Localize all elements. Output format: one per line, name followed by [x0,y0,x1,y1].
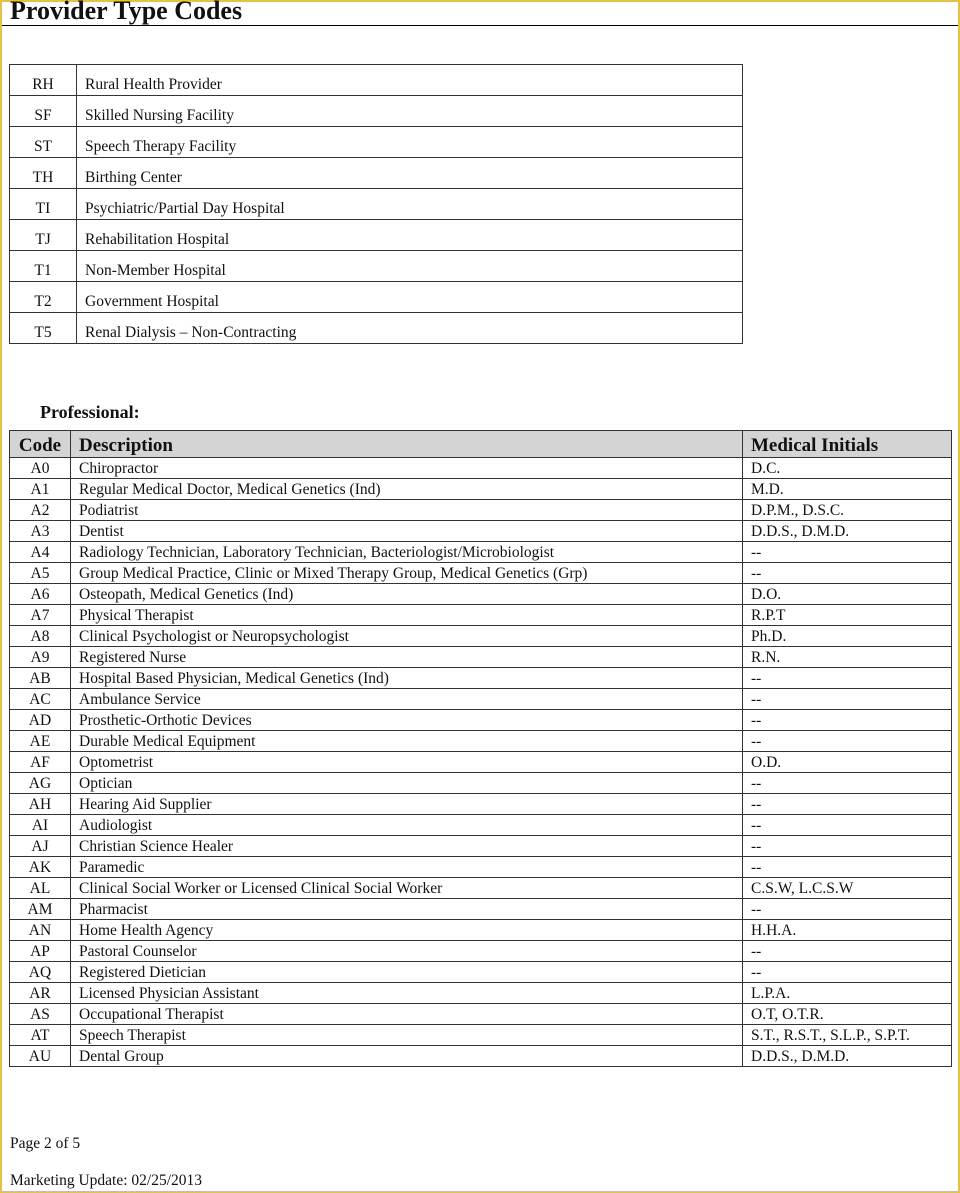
table-row [10,731,952,752]
provider-description: Physical Therapist [71,605,743,626]
table-row [10,65,743,96]
page-number: Page 2 of 5 [10,1135,81,1152]
table-row [10,962,952,983]
provider-description: Birthing Center [77,158,743,189]
provider-code: A8 [10,626,71,647]
provider-description: Optometrist [71,752,743,773]
medical-initials: D.D.S., D.M.D. [743,521,952,542]
provider-code: AE [10,731,71,752]
medical-initials: -- [743,857,952,878]
table-row [10,815,952,836]
provider-description: Rehabilitation Hospital [77,220,743,251]
provider-code: AP [10,941,71,962]
table-row [10,521,952,542]
medical-initials: S.T., R.S.T., S.L.P., S.P.T. [743,1025,952,1046]
provider-description: Christian Science Healer [71,836,743,857]
medical-initials: -- [743,689,952,710]
title-divider [2,25,958,26]
provider-code: AQ [10,962,71,983]
table-row [10,857,952,878]
provider-code: A3 [10,521,71,542]
table-row [10,1025,952,1046]
table-row [10,189,743,220]
medical-initials: -- [743,962,952,983]
provider-code: A0 [10,458,71,479]
provider-code: T1 [10,251,77,282]
provider-code: SF [10,96,77,127]
table-row [10,920,952,941]
professional-codes-table [9,430,952,1067]
medical-initials: -- [743,542,952,563]
professional-codes-body [10,458,952,1067]
medical-initials: -- [743,668,952,689]
table-row [10,773,952,794]
table-row [10,752,952,773]
table-row [10,710,952,731]
medical-initials: R.P.T [743,605,952,626]
provider-description: Osteopath, Medical Genetics (Ind) [71,584,743,605]
provider-code: AR [10,983,71,1004]
provider-code: AN [10,920,71,941]
medical-initials: -- [743,773,952,794]
provider-description: Optician [71,773,743,794]
provider-code: AH [10,794,71,815]
medical-initials: H.H.A. [743,920,952,941]
table-row [10,668,952,689]
provider-description: Speech Therapy Facility [77,127,743,158]
table-row [10,127,743,158]
medical-initials: D.D.S., D.M.D. [743,1046,952,1067]
provider-code: A1 [10,479,71,500]
provider-description: Psychiatric/Partial Day Hospital [77,189,743,220]
provider-code: T2 [10,282,77,313]
institutional-codes-body [10,65,743,344]
medical-initials: M.D. [743,479,952,500]
table-row [10,878,952,899]
provider-description: Clinical Social Worker or Licensed Clinical Social Worker [71,878,743,899]
provider-code: TJ [10,220,77,251]
table-header-row [10,431,952,458]
provider-description: Radiology Technician, Laboratory Technician, Bacteriologist/Microbiologist [71,542,743,563]
provider-description: Pastoral Counselor [71,941,743,962]
provider-code: AF [10,752,71,773]
provider-code: AM [10,899,71,920]
provider-description: Renal Dialysis – Non-Contracting [77,313,743,344]
table-row [10,836,952,857]
column-header-code: Code [10,431,71,458]
provider-code: ST [10,127,77,158]
medical-initials: Ph.D. [743,626,952,647]
provider-code: AD [10,710,71,731]
medical-initials: R.N. [743,647,952,668]
provider-code: AT [10,1025,71,1046]
table-row [10,458,952,479]
table-row [10,626,952,647]
table-row [10,941,952,962]
table-row [10,1004,952,1025]
table-row [10,158,743,189]
provider-description: Paramedic [71,857,743,878]
provider-code: AL [10,878,71,899]
provider-description: Home Health Agency [71,920,743,941]
provider-code: RH [10,65,77,96]
table-row [10,251,743,282]
medical-initials: -- [743,710,952,731]
provider-description: Dental Group [71,1046,743,1067]
provider-description: Audiologist [71,815,743,836]
table-row [10,899,952,920]
provider-code: AU [10,1046,71,1067]
provider-code: A6 [10,584,71,605]
marketing-update-date: Marketing Update: 02/25/2013 [10,1172,202,1189]
table-row [10,313,743,344]
table-row [10,605,952,626]
provider-code: AG [10,773,71,794]
medical-initials: L.P.A. [743,983,952,1004]
provider-description: Clinical Psychologist or Neuropsychologist [71,626,743,647]
provider-description: Ambulance Service [71,689,743,710]
medical-initials: O.T, O.T.R. [743,1004,952,1025]
provider-description: Dentist [71,521,743,542]
provider-description: Hospital Based Physician, Medical Genetics (Ind) [71,668,743,689]
table-row [10,689,952,710]
provider-description: Government Hospital [77,282,743,313]
table-row [10,647,952,668]
provider-description: Durable Medical Equipment [71,731,743,752]
provider-description: Group Medical Practice, Clinic or Mixed Therapy Group, Medical Genetics (Grp) [71,563,743,584]
table-row [10,96,743,127]
table-row [10,563,952,584]
provider-description: Speech Therapist [71,1025,743,1046]
provider-code: A5 [10,563,71,584]
provider-description: Registered Dietician [71,962,743,983]
table-row [10,282,743,313]
provider-code: AC [10,689,71,710]
provider-code: A2 [10,500,71,521]
medical-initials: O.D. [743,752,952,773]
table-row [10,794,952,815]
provider-description: Hearing Aid Supplier [71,794,743,815]
medical-initials: -- [743,836,952,857]
provider-code: AK [10,857,71,878]
provider-description: Podiatrist [71,500,743,521]
medical-initials: D.P.M., D.S.C. [743,500,952,521]
medical-initials: -- [743,815,952,836]
provider-code: AB [10,668,71,689]
table-row [10,1046,952,1067]
provider-description: Licensed Physician Assistant [71,983,743,1004]
provider-code: AJ [10,836,71,857]
professional-section-label: Professional: [40,402,140,422]
provider-code: A9 [10,647,71,668]
table-row [10,584,952,605]
provider-code: TI [10,189,77,220]
column-header-description: Description [71,431,743,458]
institutional-codes-table [9,64,743,344]
provider-description: Pharmacist [71,899,743,920]
medical-initials: -- [743,941,952,962]
medical-initials: C.S.W, L.C.S.W [743,878,952,899]
provider-description: Skilled Nursing Facility [77,96,743,127]
column-header-initials: Medical Initials [743,431,952,458]
provider-code: AS [10,1004,71,1025]
medical-initials: -- [743,563,952,584]
table-row [10,479,952,500]
provider-description: Non-Member Hospital [77,251,743,282]
table-row [10,983,952,1004]
provider-code: A4 [10,542,71,563]
provider-description: Registered Nurse [71,647,743,668]
table-row [10,500,952,521]
provider-code: TH [10,158,77,189]
provider-description: Regular Medical Doctor, Medical Genetics (Ind) [71,479,743,500]
provider-code: T5 [10,313,77,344]
table-row [10,542,952,563]
provider-code: A7 [10,605,71,626]
provider-description: Occupational Therapist [71,1004,743,1025]
provider-description: Chiropractor [71,458,743,479]
medical-initials: -- [743,899,952,920]
page-title: Provider Type Codes [10,0,243,25]
medical-initials: -- [743,794,952,815]
provider-code: AI [10,815,71,836]
medical-initials: D.O. [743,584,952,605]
provider-description: Rural Health Provider [77,65,743,96]
provider-description: Prosthetic-Orthotic Devices [71,710,743,731]
medical-initials: D.C. [743,458,952,479]
medical-initials: -- [743,731,952,752]
table-row [10,220,743,251]
